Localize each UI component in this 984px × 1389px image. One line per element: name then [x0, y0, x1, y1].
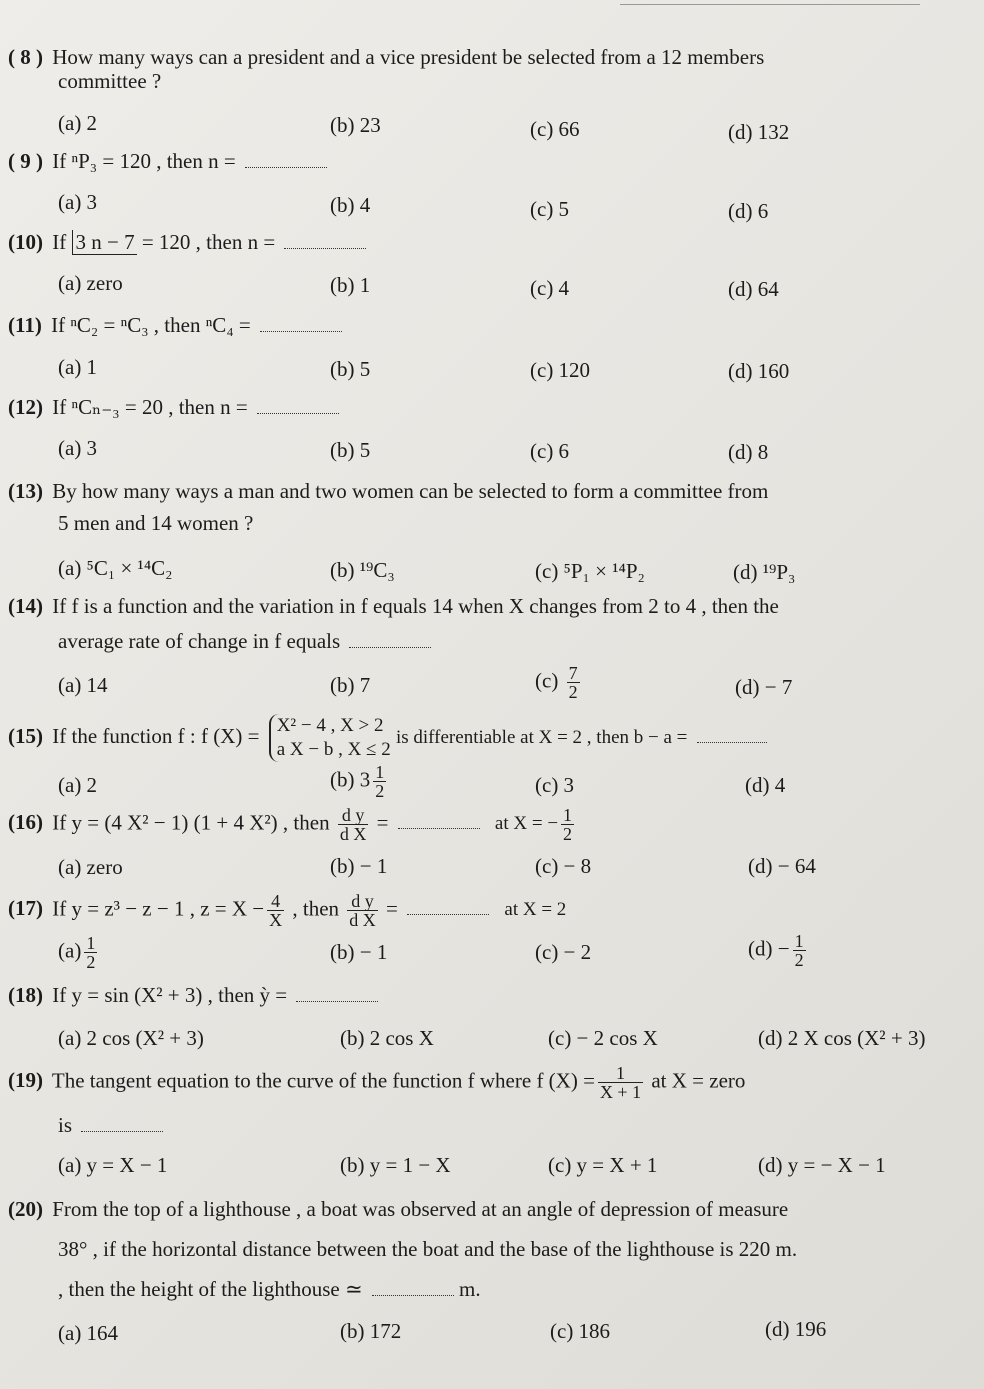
- q17-answer-blank[interactable]: [407, 896, 489, 915]
- q11-answer-blank[interactable]: [260, 313, 342, 332]
- q14-text-line1: If f is a function and the variation in f equals 14 when X changes from 2 to 4 , then the: [52, 594, 779, 618]
- q9-text: If ⁿP₃ = 120 , then n =: [52, 149, 236, 173]
- q14-option-c-fraction: [567, 664, 580, 701]
- q19-option-d[interactable]: (d) y = − X − 1: [758, 1153, 886, 1177]
- q14-option-b[interactable]: (b) 7: [330, 673, 371, 697]
- question-19: [8, 1064, 745, 1101]
- q10-option-d[interactable]: (d) 64: [728, 277, 779, 301]
- q8-option-d[interactable]: (d) 132: [728, 120, 790, 144]
- q16-at-text: at X = −: [494, 813, 559, 835]
- q10-option-b[interactable]: (b) 1: [330, 273, 371, 297]
- q11-option-b[interactable]: (b) 5: [330, 357, 371, 381]
- q15-b-denominator: 2: [375, 781, 385, 801]
- q17-dx: d X: [349, 910, 376, 930]
- question-16: [8, 806, 577, 843]
- q20-text-line3: [58, 1274, 481, 1304]
- q14-option-a[interactable]: (a) 14: [58, 673, 108, 697]
- q16-derivative: [338, 806, 369, 843]
- q15-number: (15): [8, 723, 43, 748]
- q19-numerator: 1: [598, 1064, 643, 1083]
- q15-b-numerator: 1: [375, 762, 385, 782]
- q16-option-b[interactable]: (b) − 1: [330, 854, 388, 878]
- q16-number: (16): [8, 810, 43, 835]
- question-12: [8, 392, 339, 422]
- q12-option-b[interactable]: (b) 5: [330, 438, 371, 462]
- q19-number: (19): [8, 1068, 43, 1093]
- q13-option-b[interactable]: (b) ¹⁹C₃: [330, 558, 395, 582]
- q17-fraction: [267, 892, 284, 929]
- q19-text-line2: [58, 1110, 163, 1140]
- q8-number: ( 8 ): [8, 45, 43, 69]
- q16-dy: d y: [338, 806, 369, 825]
- q16-at-numerator: 1: [563, 805, 573, 825]
- question-11: [8, 310, 342, 340]
- q11-option-a[interactable]: (a) 1: [58, 355, 98, 379]
- q14-c-denominator: 2: [568, 682, 578, 702]
- q20-text-line3-text: , then the height of the lighthouse ≃: [58, 1277, 363, 1301]
- q8-option-b[interactable]: (b) 23: [330, 113, 381, 137]
- q20-option-a[interactable]: (a) 164: [58, 1321, 119, 1345]
- q12-number: (12): [8, 395, 43, 419]
- q18-number: (18): [8, 983, 43, 1007]
- q16-option-c[interactable]: (c) − 8: [535, 854, 592, 878]
- q9-answer-blank[interactable]: [245, 149, 327, 168]
- q20-text-line2: 38° , if the horizontal distance between the boat and the base of the lighthouse is 220 m.: [58, 1237, 798, 1261]
- question-17: [8, 892, 566, 929]
- q18-option-b[interactable]: (b) 2 cos X: [340, 1026, 434, 1050]
- q12-option-a[interactable]: (a) 3: [58, 436, 98, 460]
- q11-option-d[interactable]: (d) 160: [728, 359, 790, 383]
- q8-option-a[interactable]: (a) 2: [58, 111, 98, 135]
- q20-text-line1: From the top of a lighthouse , a boat was observed at an angle of depression of measure: [52, 1197, 789, 1221]
- q16-equals: =: [376, 810, 389, 835]
- q19-fraction: [598, 1064, 643, 1101]
- q15-case-1: X² − 4 , X > 2: [276, 715, 384, 736]
- q14-number: (14): [8, 594, 43, 618]
- q18-option-a[interactable]: (a) 2 cos (X² + 3): [58, 1026, 204, 1050]
- q14-c-numerator: 7: [568, 663, 578, 683]
- q17-option-a-fraction: [84, 934, 97, 971]
- q13-option-d[interactable]: (d) ¹⁹P₃: [733, 560, 796, 584]
- q13-text-line2: 5 men and 14 women ?: [58, 511, 254, 535]
- q13-option-c[interactable]: (c) ⁵P₁ × ¹⁴P₂: [535, 559, 645, 583]
- q16-answer-blank[interactable]: [398, 810, 480, 829]
- q17-text-mid: , then: [292, 896, 340, 921]
- q17-option-a-label: (a): [58, 938, 82, 963]
- q17-derivative: [347, 892, 378, 929]
- q16-text-pre: If y = (4 X² − 1) (1 + 4 X²) , then: [52, 810, 330, 835]
- q14-text-line2: [58, 626, 431, 656]
- q19-denominator: X + 1: [599, 1082, 642, 1102]
- q16-option-d[interactable]: (d) − 64: [748, 854, 816, 878]
- q11-number: (11): [8, 313, 42, 337]
- q17-numerator: 4: [267, 892, 284, 911]
- question-10: [8, 227, 366, 257]
- q19-text-is: is: [58, 1113, 73, 1137]
- q19-answer-blank[interactable]: [81, 1113, 163, 1132]
- q15-piecewise-function: [269, 714, 391, 762]
- q15-option-b[interactable]: [330, 763, 389, 800]
- q10-text-post: = 120 , then n =: [141, 230, 276, 254]
- q17-at-text: at X = 2: [504, 899, 567, 921]
- q17-option-b[interactable]: (b) − 1: [330, 940, 388, 964]
- q10-option-c[interactable]: (c) 4: [530, 276, 570, 300]
- q15-answer-blank[interactable]: [697, 724, 767, 743]
- q14-option-c[interactable]: [535, 664, 583, 701]
- question-20: [8, 1194, 788, 1224]
- q17-number: (17): [8, 896, 43, 921]
- q12-answer-blank[interactable]: [257, 395, 339, 414]
- q17-option-d-label: (d) −: [748, 936, 790, 961]
- q11-text: If ⁿC₂ = ⁿC₃ , then ⁿC₄ =: [51, 313, 251, 337]
- q18-text: If y = sin (X² + 3) , then ỳ =: [52, 983, 288, 1007]
- q17-a-denominator: 2: [86, 952, 96, 972]
- q11-option-c[interactable]: (c) 120: [530, 358, 591, 382]
- q14-answer-blank[interactable]: [349, 629, 431, 648]
- question-13: [8, 476, 768, 506]
- q19-option-c[interactable]: (c) y = X + 1: [548, 1153, 658, 1177]
- q19-option-a[interactable]: (a) y = X − 1: [58, 1153, 168, 1177]
- q17-option-d-fraction: [793, 932, 806, 969]
- q17-option-d[interactable]: [748, 932, 809, 969]
- q18-option-d[interactable]: (d) 2 X cos (X² + 3): [758, 1026, 926, 1050]
- q15-option-b-fraction: [373, 763, 386, 800]
- q15-option-d[interactable]: (d) 4: [745, 773, 786, 797]
- q17-denominator: X: [269, 910, 283, 930]
- q16-option-a[interactable]: (a) zero: [58, 855, 123, 879]
- q8-text-line1: How many ways can a president and a vice president be selected from a 12 members: [52, 45, 765, 69]
- q16-at-denominator: 2: [563, 824, 573, 844]
- q10-answer-blank[interactable]: [284, 230, 366, 249]
- q17-equals: =: [386, 896, 398, 921]
- q16-at-fraction: [561, 806, 574, 843]
- q12-text: If ⁿCₙ₋₃ = 20 , then n =: [52, 395, 248, 419]
- q10-option-a[interactable]: (a) zero: [58, 271, 123, 295]
- q16-dx: d X: [339, 824, 367, 844]
- q20-option-d[interactable]: (d) 196: [765, 1317, 827, 1341]
- q15-option-b-label: (b) 3: [330, 767, 371, 792]
- q20-option-b[interactable]: (b) 172: [340, 1319, 402, 1343]
- question-9: [8, 146, 327, 176]
- q15-option-a[interactable]: (a) 2: [58, 773, 98, 797]
- q13-text-line1: By how many ways a man and two women can be selected to form a committee from: [52, 479, 769, 503]
- q17-option-a[interactable]: [58, 934, 100, 971]
- top-rule: [620, 4, 920, 5]
- question-18: [8, 980, 378, 1010]
- q14-text-line2-text: average rate of change in f equals: [58, 629, 341, 653]
- q17-d-denominator: 2: [794, 950, 804, 970]
- q10-text-pre: If: [52, 230, 67, 254]
- q10-factorial-expression: 3 n − 7: [72, 230, 137, 255]
- q9-option-c[interactable]: (c) 5: [530, 197, 570, 221]
- q20-option-c[interactable]: (c) 186: [550, 1319, 611, 1343]
- q8-option-c[interactable]: (c) 66: [530, 117, 580, 141]
- q18-answer-blank[interactable]: [296, 983, 378, 1002]
- q8-text-line2: committee ?: [58, 69, 162, 93]
- q13-number: (13): [8, 479, 43, 503]
- q9-option-b[interactable]: (b) 4: [330, 193, 371, 217]
- q17-option-c[interactable]: (c) − 2: [535, 940, 592, 964]
- q17-dy: d y: [347, 892, 378, 911]
- q15-case-2: a X − b , X ≤ 2: [276, 739, 391, 760]
- q13-option-a[interactable]: (a) ⁵C₁ × ¹⁴C₂: [58, 556, 173, 580]
- q19-text-pre: The tangent equation to the curve of the function f where f (X) =: [51, 1068, 595, 1093]
- q18-option-c[interactable]: (c) − 2 cos X: [548, 1026, 658, 1050]
- q12-option-d[interactable]: (d) 8: [728, 440, 769, 464]
- q9-option-d[interactable]: (d) 6: [728, 199, 769, 223]
- q14-option-c-label: (c): [535, 668, 559, 693]
- q19-text-post: at X = zero: [651, 1068, 746, 1093]
- q10-number: (10): [8, 230, 43, 254]
- q14-option-d[interactable]: (d) − 7: [735, 675, 793, 699]
- q12-option-c[interactable]: (c) 6: [530, 439, 570, 463]
- q19-option-b[interactable]: (b) y = 1 − X: [340, 1153, 451, 1177]
- q20-number: (20): [8, 1197, 43, 1221]
- q20-answer-blank[interactable]: [372, 1277, 454, 1296]
- question-15: [8, 714, 767, 762]
- q9-number: ( 9 ): [8, 149, 43, 173]
- q17-a-numerator: 1: [86, 933, 96, 953]
- question-14: [8, 591, 779, 621]
- q17-text-pre: If y = z³ − z − 1 , z = X −: [52, 896, 265, 921]
- q15-text-pre: If the function f : f (X) =: [52, 723, 260, 748]
- q17-d-numerator: 1: [794, 931, 804, 951]
- q15-text-post: is differentiable at X = 2 , then b − a =: [395, 726, 688, 748]
- q9-option-a[interactable]: (a) 3: [58, 190, 98, 214]
- q20-unit: m.: [459, 1277, 481, 1301]
- q15-option-c[interactable]: (c) 3: [535, 773, 575, 797]
